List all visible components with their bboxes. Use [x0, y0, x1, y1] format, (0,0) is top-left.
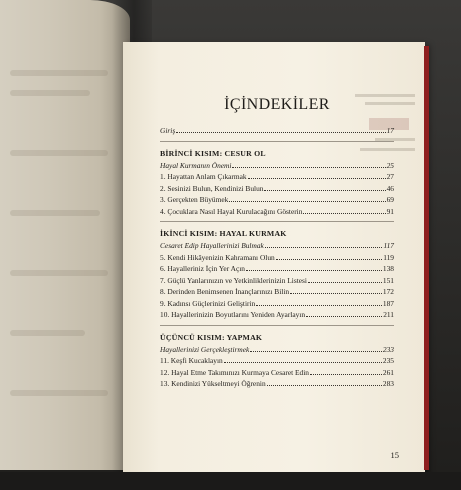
toc-entry: 9. Kadınsı Güçlerinizi Geliştirin 187 [160, 298, 394, 308]
part-1-subtitle: Hayal Kurmanın Önemi 25 [160, 160, 394, 170]
left-page [0, 0, 130, 470]
toc-entry: 1. Hayattan Anlam Çıkarmak 27 [160, 172, 394, 181]
toc-entry: 10. Hayallerinizin Boyutlarını Yeniden Ayarlayın 211 [160, 310, 394, 319]
toc-entry: 12. Hayal Etme Takımınızı Kurmaya Cesaret Edin 261 [160, 367, 394, 377]
divider [160, 325, 394, 326]
toc-entry: 13. Kendinizi Yükseltmeyi Öğrenin 283 [160, 379, 394, 388]
toc-entry: 5. Kendi Hikâyenizin Kahramanı Olun 119 [160, 252, 394, 262]
right-page [123, 42, 425, 474]
part-3-title: ÜÇÜNCÜ KISIM: YAPMAK [160, 332, 263, 342]
part-1-title: BİRİNCİ KISIM: CESUR OL [160, 148, 266, 158]
part-2-title: İKİNCİ KISIM: HAYAL KURMAK [160, 229, 287, 238]
toc-entry-intro: Giriş 17 [160, 126, 394, 135]
divider [160, 221, 394, 222]
page-number: 15 [390, 450, 399, 460]
toc-entry: 4. Çocuklara Nasıl Hayal Kurulacağını Gösterin 91 [160, 206, 394, 216]
toc-entry: 6. Hayalleriniz İçin Yer Açın 138 [160, 264, 394, 273]
divider [160, 141, 394, 142]
toc-entry: 11. Keşfi Kucaklayın 235 [160, 356, 394, 365]
part-2-subtitle: Cesaret Edip Hayallerinizi Bulmak 117 [160, 241, 394, 250]
toc-title: İÇİNDEKİLER [224, 96, 330, 113]
toc-entry: 7. Güçlü Yanlarınızın ve Yetkinliklerinizin Listesi 151 [160, 275, 394, 285]
toc-entry: 8. Derinden Benimsenen İnançlarınızı Bilin 172 [160, 287, 394, 296]
table-of-contents [160, 96, 394, 390]
table-surface [0, 472, 461, 490]
part-3-subtitle: Hayallerinizi Gerçekleştirmek 233 [160, 344, 394, 354]
red-page-edge [424, 46, 429, 470]
toc-entry: 3. Gerçekten Büyümek 69 [160, 195, 394, 204]
toc-entry: 2. Sesinizi Bulun, Kendinizi Bulun 46 [160, 183, 394, 193]
